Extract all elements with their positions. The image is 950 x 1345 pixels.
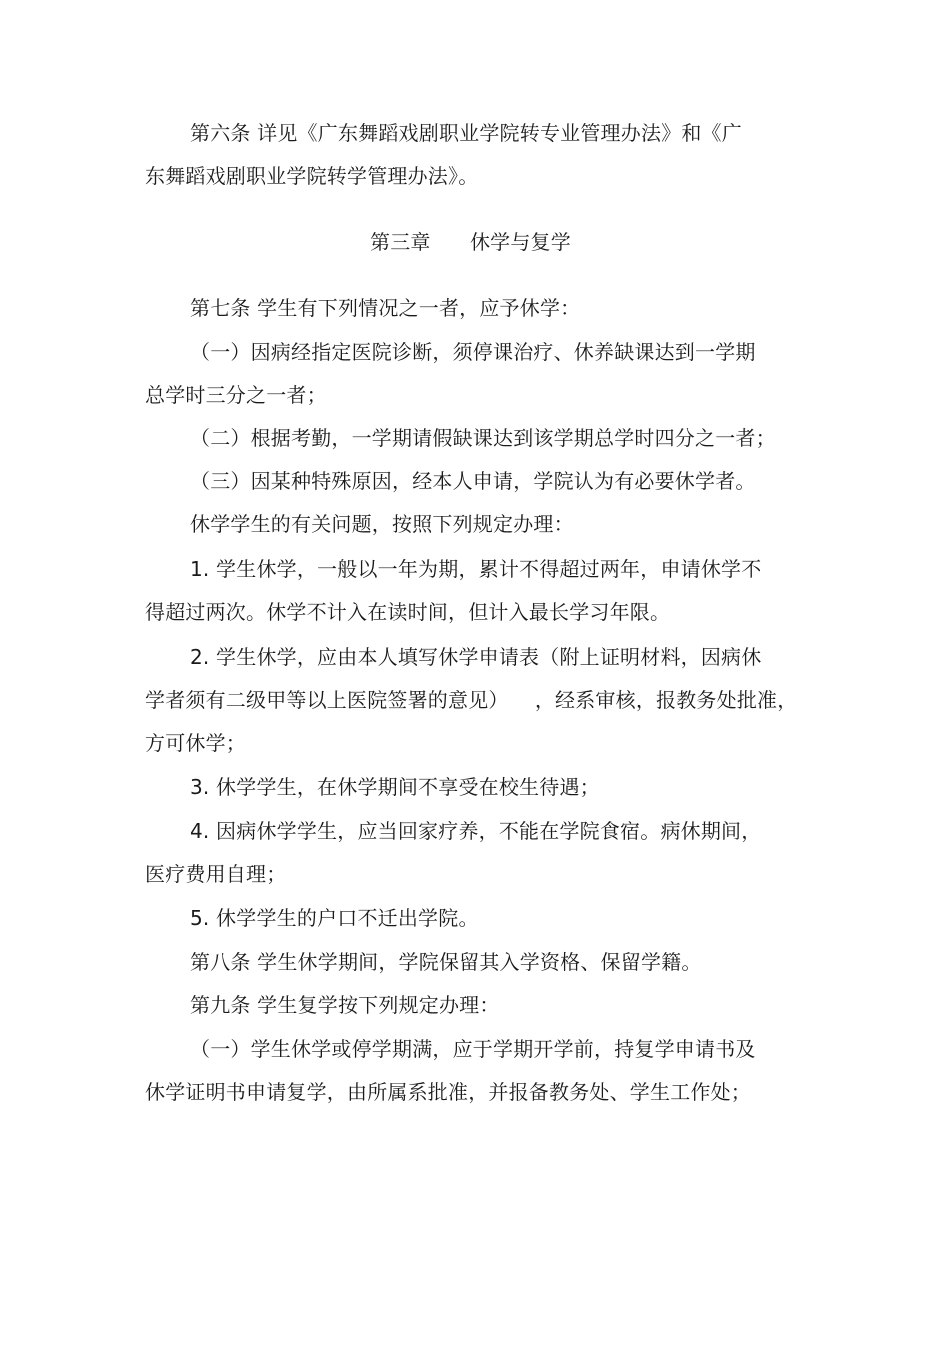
rules-intro: 休学学生的有关问题，按照下列规定办理： xyxy=(190,512,574,536)
rule-5: 5. 休学学生的户口不迁出学院。 xyxy=(190,906,479,930)
rule-1-line-1: 1. 学生休学，一般以一年为期，累计不得超过两年，申请休学不 xyxy=(190,557,762,581)
article-7-intro: 第七条 学生有下列情况之一者，应予休学： xyxy=(190,296,581,320)
rule-4-line-2: 医疗费用自理； xyxy=(145,862,287,886)
article-9-item-1-line-2: 休学证明书申请复学，由所属系批准，并报备教务处、学生工作处； xyxy=(145,1080,751,1104)
article-9-intro: 第九条 学生复学按下列规定办理： xyxy=(190,993,500,1017)
article-7-item-1-line-2: 总学时三分之一者； xyxy=(145,383,327,407)
rule-3: 3. 休学学生，在休学期间不享受在校生待遇； xyxy=(190,775,600,799)
article-7-item-2: （二）根据考勤，一学期请假缺课达到该学期总学时四分之一者； xyxy=(190,426,776,450)
rule-2-line-2: 学者须有二级甲等以上医院签署的意见） ，经系审核，报教务处批准， xyxy=(145,688,798,712)
article-7-item-1-line-1: （一）因病经指定医院诊断，须停课治疗、休养缺课达到一学期 xyxy=(190,340,756,364)
article-6-line-2: 东舞蹈戏剧职业学院转学管理办法》。 xyxy=(145,164,479,188)
chapter-3-title: 第三章 休学与复学 xyxy=(370,230,571,254)
article-6-line-1: 第六条 详见《广东舞蹈戏剧职业学院转专业管理办法》和《广 xyxy=(190,121,742,145)
rule-4-line-1: 4. 因病休学学生，应当回家疗养，不能在学院食宿。病休期间， xyxy=(190,819,762,843)
rule-2-line-1: 2. 学生休学，应由本人填写休学申请表（附上证明材料，因病休 xyxy=(190,645,762,669)
article-8: 第八条 学生休学期间，学院保留其入学资格、保留学籍。 xyxy=(190,950,702,974)
rule-1-line-2: 得超过两次。休学不计入在读时间，但计入最长学习年限。 xyxy=(145,600,671,624)
article-9-item-1-line-1: （一）学生休学或停学期满，应于学期开学前，持复学申请书及 xyxy=(190,1037,756,1061)
article-7-item-3: （三）因某种特殊原因，经本人申请，学院认为有必要休学者。 xyxy=(190,469,756,493)
rule-2-line-3: 方可休学； xyxy=(145,731,246,755)
